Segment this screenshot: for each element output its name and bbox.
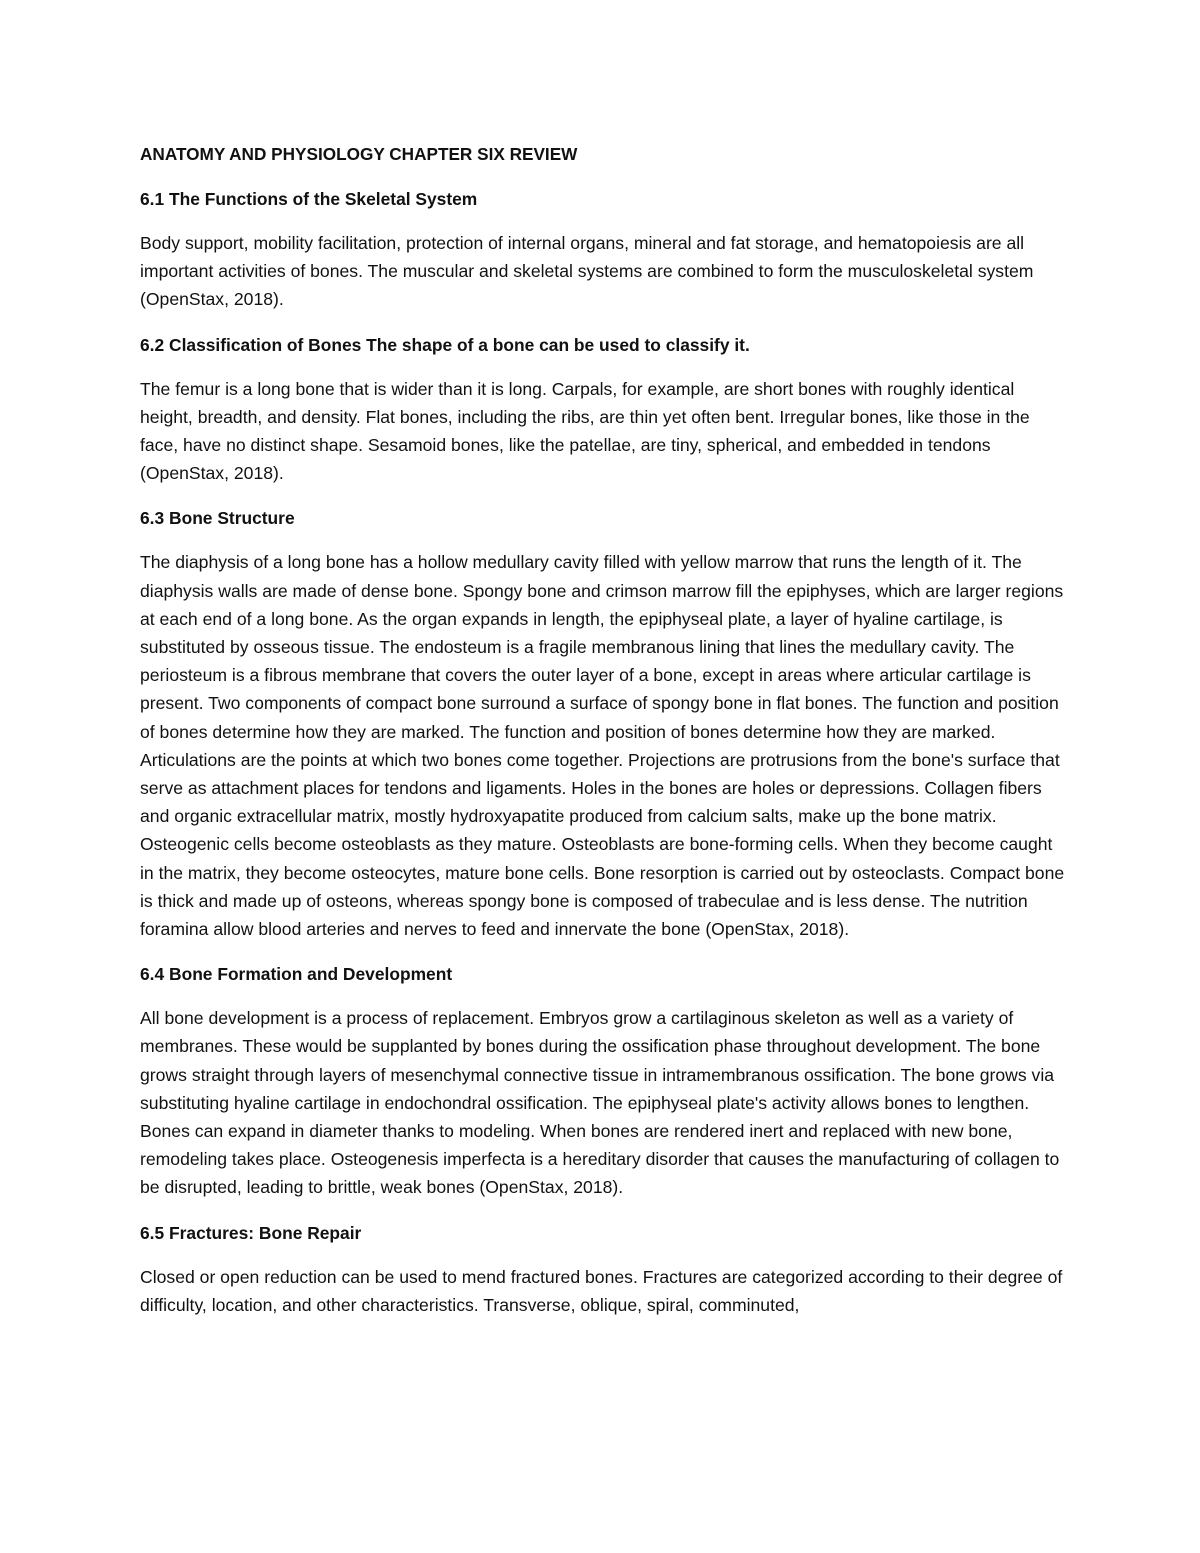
section-body-6-3: The diaphysis of a long bone has a hollow medullary cavity filled with yellow marrow that runs the length of it. The diaphysis walls are made of dense bone. Spongy bone and crimson marrow fill the epiphyses, which are larger regions at each end of a long bone. As the organ expands in length, the epiphyseal plate, a layer of hyaline cartilage, is substituted by osseous tissue. The endosteum is a fragile membranous lining that lines the medullary cavity. The periosteum is a fibrous membrane that covers the outer layer of a bone, except in areas where articular cartilage is present. Two components of compact bone surround a surface of spongy bone in flat bones. The function and position of bones determine how they are marked. The function and position of bones determine how they are marked. Articulations are the points at which two bones come together. Projections are protrusions from the bone's surface that serve as attachment places for tendons and ligaments. Holes in the bones are holes or depressions. Collagen fibers and organic extracellular matrix, mostly hydroxyapatite produced from calcium salts, make up the bone matrix. Osteogenic cells become osteoblasts as they mature. Osteoblasts are bone-forming cells. When they become caught in the matrix, they become osteocytes, mature bone cells. Bone resorption is carried out by osteoclasts. Compact bone is thick and made up of osteons, whereas spongy bone is composed of trabeculae and is less dense. The nutrition foramina allow blood arteries and nerves to feed and innervate the bone (OpenStax, 2018). bbox=[140, 552, 1065, 940]
section-heading-6-5: 6.5 Fractures: Bone Repair bbox=[140, 1222, 362, 1243]
section-heading-6-3: 6.3 Bone Structure bbox=[140, 508, 295, 529]
section-body-6-5: Closed or open reduction can be used to mend fractured bones. Fractures are categorized according to their degree of difficulty, location, and other characteristics. Transverse, oblique, spiral, comminuted, bbox=[140, 1266, 1063, 1315]
section-heading-6-2: 6.2 Classification of Bones The shape of a bone can be used to classify it. bbox=[140, 334, 750, 355]
section-heading-6-4: 6.4 Bone Formation and Development bbox=[140, 964, 453, 985]
section-body-6-1: Body support, mobility facilitation, protection of internal organs, mineral and fat storage, and hematopoiesis are all important activities of bones. The muscular and skeletal systems are combined to form the musculoskeletal system (OpenStax, 2018). bbox=[140, 233, 1034, 310]
document-title: ANATOMY AND PHYSIOLOGY CHAPTER SIX REVIEW bbox=[140, 144, 578, 164]
section-body-6-4: All bone development is a process of replacement. Embryos grow a cartilaginous skeleton as well as a variety of membranes. These would be supplanted by bones during the ossification phase throughout development. The bone grows straight through layers of mesenchymal connective tissue in intramembranous ossification. The bone grows via substituting hyaline cartilage in endochondral ossification. The epiphyseal plate's activity allows bones to lengthen. Bones can expand in diameter thanks to modeling. When bones are rendered inert and replaced with new bone, remodeling takes place. Osteogenesis imperfecta is a hereditary disorder that causes the manufacturing of collagen to be disrupted, leading to brittle, weak bones (OpenStax, 2018). bbox=[140, 1008, 1060, 1198]
section-heading-6-1: 6.1 The Functions of the Skeletal System bbox=[140, 189, 478, 209]
section-body-6-2: The femur is a long bone that is wider than it is long. Carpals, for example, are short bones with roughly identical height, breadth, and density. Flat bones, including the ribs, are thin yet often bent. Irregular bones, like those in the face, have no distinct shape. Sesamoid bones, like the patellae, are tiny, spherical, and embedded in tendons (OpenStax, 2018). bbox=[140, 378, 1030, 484]
